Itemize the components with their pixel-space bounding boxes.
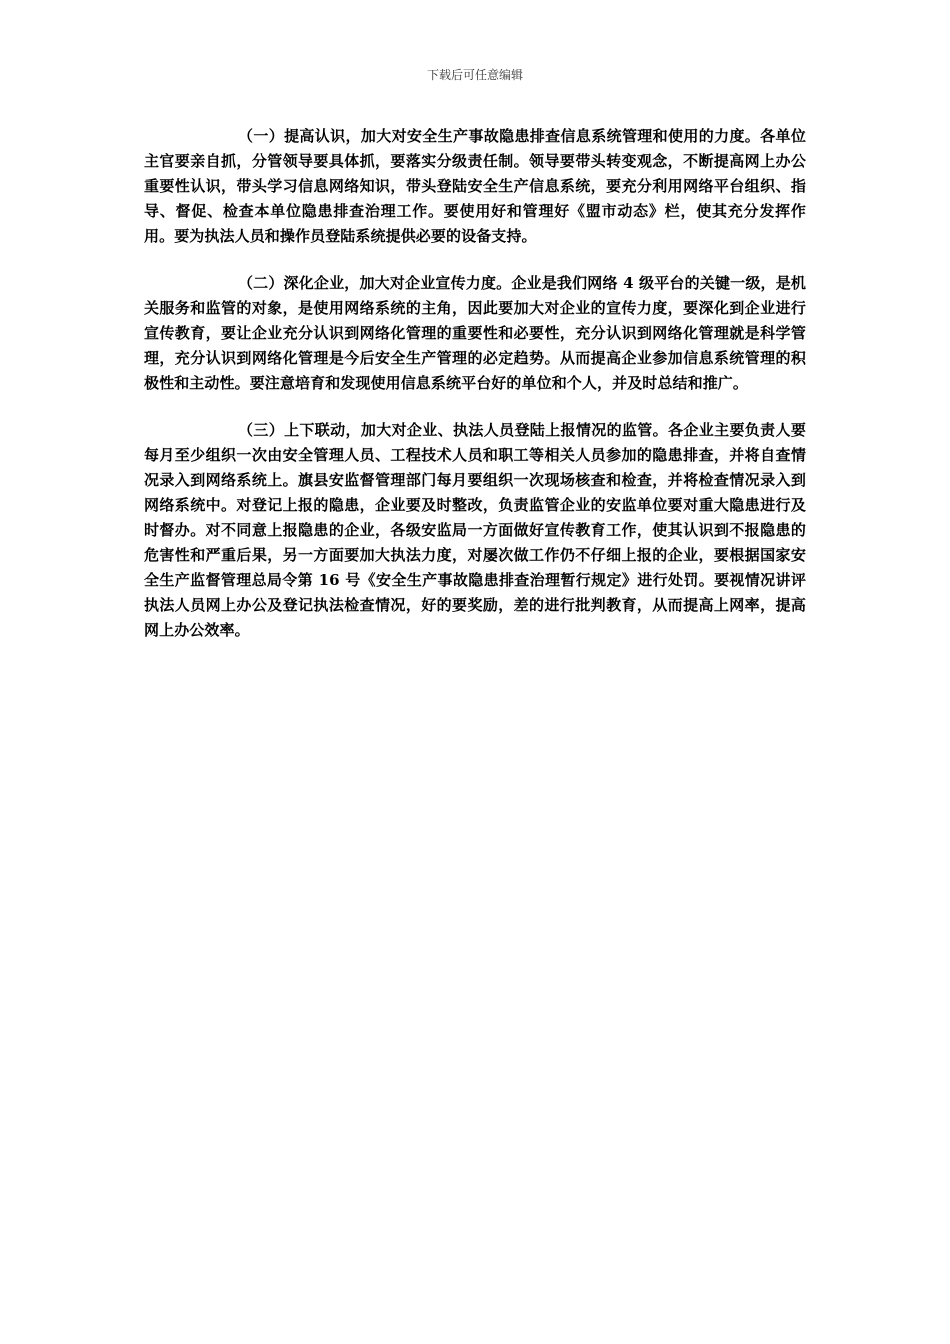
paragraph-3: （三）上下联动，加大对企业、执法人员登陆上报情况的监管。各企业主要负责人要每月至少组织一次由安全管理人员、工程技术人员和职工等相关人员参加的隐患排查，并将自查情况录入到网络系统上。旗县安监督管理部门每月要组织一次现场核查和检查，并将检查情况录入到网络系统中。对登记上报的隐患，企业要及时整改，负责监管企业的安监单位要对重大隐患进行及时督办。对不同意上报隐患的企业，各级安监局一方面做好宣传教育工作，使其认识到不报隐患的危害性和严重后果，另一方面要加大执法力度，对屡次做工作仍不仔细上报的企业，要根据国家安全生产监督管理总局令第 16 号《安全生产事故隐患排查治理暂行规定》进行处罚。要视情况讲评执法人员网上办公及登记执法检查情况，好的要奖励，差的进行批判教育，从而提高上网率，提高网上办公效率。: [144, 421, 806, 639]
document-body: [144, 124, 806, 665]
page-header: 下载后可任意编辑: [426, 68, 523, 82]
paragraph-2: （二）深化企业，加大对企业宣传力度。企业是我们网络 4 级平台的关键一级，是机关服务和监管的对象，是使用网络系统的主角，因此要加大对企业的宣传力度，要深化到企业进行宣传教育，要让企业充分认识到网络化管理的重要性和必要性，充分认识到网络化管理就是科学管理，充分认识到网络化管理是今后安全生产管理的必定趋势。从而提高企业参加信息系统管理的积极性和主动性。要注意培育和发现使用信息系统平台好的单位和个人，并及时总结和推广。: [144, 274, 806, 392]
paragraph-1: （一）提高认识，加大对安全生产事故隐患排查信息系统管理和使用的力度。各单位主官要亲自抓，分管领导要具体抓，要落实分级责任制。领导要带头转变观念，不断提高网上办公重要性认识，带头学习信息网络知识，带头登陆安全生产信息系统，要充分利用网络平台组织、指导、督促、检查本单位隐患排查治理工作。要使用好和管理好《盟市动态》栏，使其充分发挥作用。要为执法人员和操作员登陆系统提供必要的设备支持。: [144, 127, 806, 245]
